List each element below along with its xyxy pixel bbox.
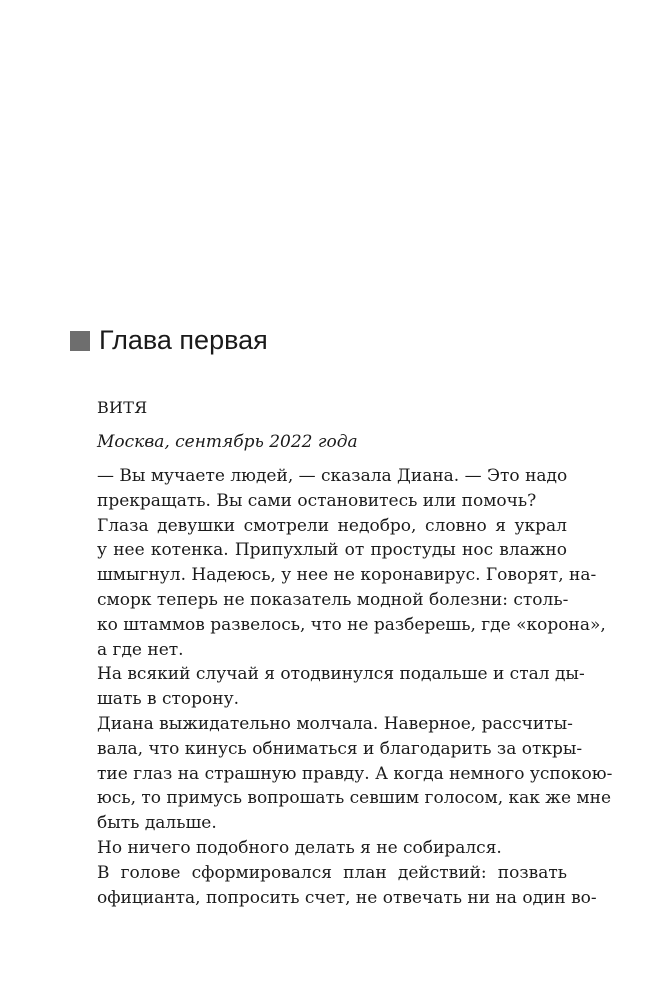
paragraph [70, 712, 613, 836]
text-line: вала, что кинусь обниматься и благодарить за откры- [97, 738, 583, 759]
chapter-square-marker [70, 331, 90, 351]
paragraph [70, 836, 567, 861]
text-line: официанта, попросить счет, не отвечать ни на один во- [97, 887, 597, 908]
text-line: Диана выжидательно молчала. Наверное, рассчиты- [97, 713, 573, 734]
chapter-heading [70, 323, 268, 357]
text-line: сморк теперь не показатель модной болезни: столь- [97, 589, 569, 610]
paragraph [70, 861, 597, 911]
paragraph [70, 662, 585, 712]
text-line: Но ничего подобного делать я не собирался. [97, 837, 502, 858]
text-line: юсь, то примусь вопрошать севшим голосом, как же мне [97, 788, 612, 809]
text-line: шмыгнул. Надеюсь, у нее не коронавирус. Говорят, на- [97, 565, 597, 586]
text-line: тие глаз на страшную правду. А когда немного успокою- [97, 763, 613, 784]
text-line: быть дальше. [97, 813, 217, 834]
text-line: — Вы мучаете людей, — сказала Диана. — Это надо [97, 466, 568, 486]
chapter-title: Глава первая [99, 325, 268, 355]
body-text [70, 464, 613, 910]
text-line: прекращать. Вы сами остановитесь или помочь? [97, 490, 537, 511]
text-line: шать в сторону. [97, 689, 239, 710]
text-line: ко штаммов развелось, что не разберешь, где «корона», [97, 614, 606, 635]
paragraph [70, 464, 567, 514]
section-character-name: ВИТЯ [97, 398, 148, 417]
text-line: Глаза девушки смотрели недобро, словно я украл [97, 515, 567, 536]
paragraph [70, 514, 606, 663]
text-line: В голове сформировался план действий: позвать [97, 862, 567, 883]
section-place-date: Москва, сентябрь 2022 года [97, 432, 358, 452]
text-line: На всякий случай я отодвинулся подальше и стал ды- [97, 664, 585, 685]
text-line: у нее котенка. Припухлый от простуды нос влажно [97, 540, 567, 561]
text-line: а где нет. [97, 639, 184, 660]
